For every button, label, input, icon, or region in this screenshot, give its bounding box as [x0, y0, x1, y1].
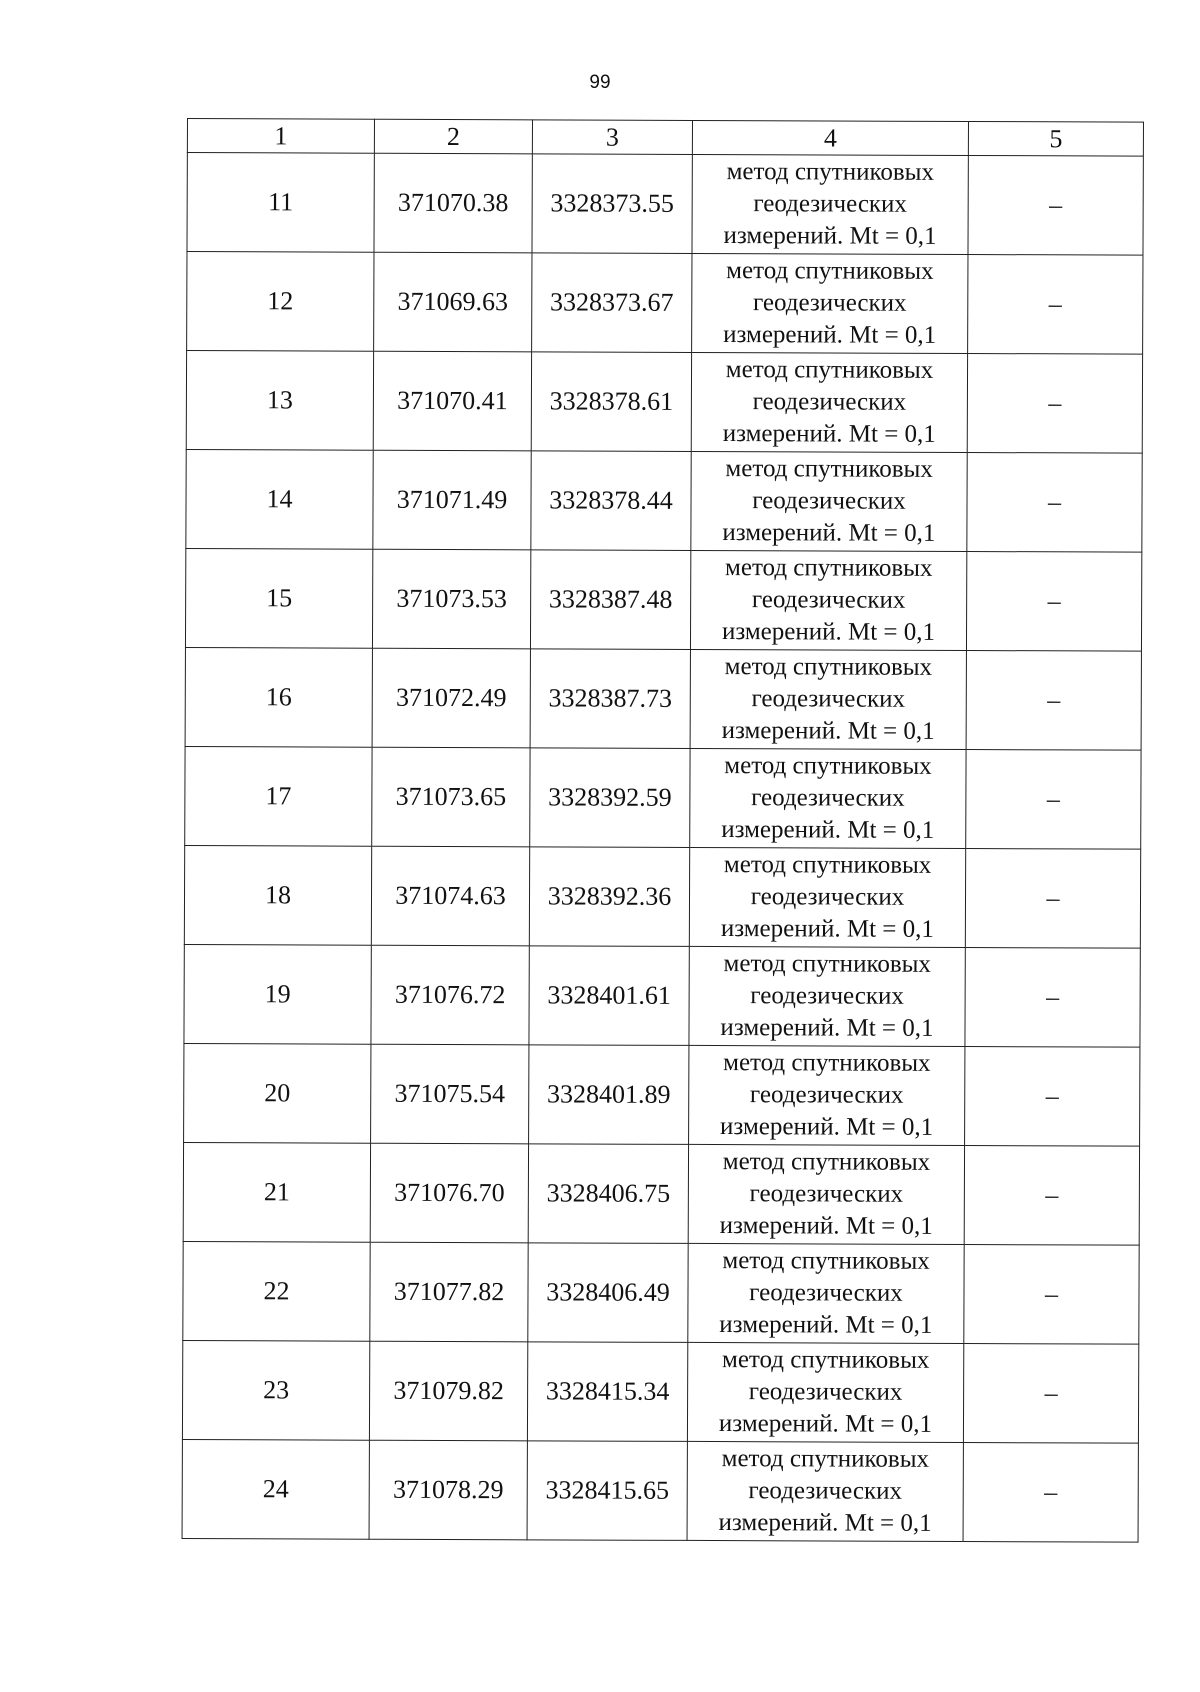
table-row [184, 845, 1140, 948]
method-cell [687, 1342, 963, 1442]
coord-x: 371074.63 [371, 846, 529, 946]
method-cell [688, 1243, 964, 1343]
table-row [186, 351, 1142, 454]
coord-x: 371070.38 [374, 153, 532, 253]
method-cell [690, 550, 966, 650]
method-line: метод спутниковых [723, 1049, 931, 1077]
table-row [186, 449, 1142, 552]
note-cell: – [966, 551, 1141, 651]
method-cell [691, 451, 967, 551]
table-row [184, 944, 1140, 1047]
table-body [182, 153, 1143, 1543]
note-cell: – [964, 1145, 1139, 1245]
point-number: 24 [182, 1439, 369, 1539]
method-line: геодезических [749, 1180, 904, 1208]
method-line: метод спутниковых [722, 1148, 931, 1176]
note-cell: – [967, 353, 1142, 453]
table-row [185, 647, 1141, 750]
method-line: метод спутниковых [724, 752, 932, 780]
note-cell: – [968, 254, 1143, 354]
point-number: 16 [185, 647, 372, 747]
point-number: 11 [187, 153, 374, 253]
coord-x: 371077.82 [370, 1242, 528, 1342]
note-cell: – [968, 156, 1143, 256]
point-number: 19 [184, 944, 371, 1044]
method-cell [691, 352, 967, 452]
method-line: геодезических [748, 1477, 903, 1505]
method-line: геодезических [753, 190, 908, 218]
method-line: геодезических [751, 586, 906, 614]
coordinates-table-container [182, 118, 1143, 1543]
method-line: метод спутниковых [726, 158, 935, 186]
header-col-5: 5 [968, 122, 1143, 157]
method-line: геодезических [750, 982, 904, 1010]
method-line: геодезических [751, 784, 905, 812]
method-line: метод спутниковых [723, 851, 932, 879]
coord-x: 371073.65 [372, 747, 530, 847]
method-line: метод спутниковых [725, 455, 933, 483]
method-line: геодезических [748, 1378, 903, 1406]
table-row [183, 1142, 1139, 1245]
method-line: геодезических [750, 883, 905, 911]
method-line: измерений. Mt = 0,1 [720, 1113, 934, 1141]
coord-y: 3328373.67 [532, 253, 692, 353]
method-line: метод спутниковых [722, 1247, 930, 1275]
point-number: 15 [185, 548, 372, 648]
method-line: метод спутниковых [725, 356, 934, 384]
method-cell [692, 154, 968, 254]
header-col-2: 2 [374, 119, 532, 154]
point-number: 21 [183, 1142, 370, 1242]
note-cell: – [964, 1244, 1139, 1344]
method-cell [689, 1045, 965, 1145]
method-line: метод спутниковых [726, 257, 934, 285]
method-line: измерений. Mt = 0,1 [718, 1509, 932, 1537]
header-col-4: 4 [692, 120, 968, 155]
coord-x: 371071.49 [373, 450, 531, 550]
method-line: измерений. Mt = 0,1 [721, 618, 936, 646]
method-line: измерений. Mt = 0,1 [722, 420, 936, 448]
point-number: 13 [186, 351, 373, 451]
point-number: 23 [182, 1340, 369, 1440]
note-cell: – [963, 1343, 1138, 1443]
method-line: измерений. Mt = 0,1 [720, 915, 934, 943]
coord-y: 3328378.61 [531, 352, 691, 452]
header-col-3: 3 [532, 120, 692, 155]
coord-x: 371076.70 [370, 1143, 528, 1243]
method-line: измерений. Mt = 0,1 [718, 1410, 933, 1438]
method-line: измерений. Mt = 0,1 [719, 1311, 933, 1339]
table-row [185, 746, 1141, 849]
method-cell [690, 748, 966, 848]
header-row [187, 119, 1143, 157]
method-line: геодезических [752, 487, 906, 515]
coord-y: 3328406.49 [528, 1243, 688, 1343]
coord-y: 3328387.73 [530, 649, 690, 749]
note-cell: – [966, 749, 1141, 849]
method-cell [687, 1441, 963, 1541]
coord-y: 3328401.61 [529, 946, 689, 1046]
method-line: геодезических [752, 388, 907, 416]
header-col-1: 1 [187, 119, 374, 154]
method-cell [690, 649, 966, 749]
table-row [185, 548, 1141, 651]
method-line: метод спутниковых [725, 554, 933, 582]
method-line: метод спутниковых [723, 950, 932, 978]
method-line: измерений. Mt = 0,1 [721, 717, 935, 745]
point-number: 12 [187, 252, 374, 352]
table-row [187, 252, 1143, 355]
method-cell [692, 253, 968, 353]
page-number: 99 [589, 72, 611, 93]
coord-x: 371076.72 [371, 945, 529, 1045]
coord-y: 3328392.59 [530, 748, 690, 848]
coord-y: 3328392.36 [529, 847, 689, 947]
note-cell: – [967, 452, 1142, 552]
point-number: 14 [186, 449, 373, 549]
method-line: измерений. Mt = 0,1 [720, 1014, 934, 1042]
coord-x: 371069.63 [374, 252, 532, 352]
coord-y: 3328415.65 [527, 1441, 687, 1541]
coord-y: 3328401.89 [529, 1045, 689, 1145]
method-cell [689, 847, 965, 947]
method-line: метод спутниковых [721, 1445, 930, 1473]
coordinates-table [182, 118, 1144, 1543]
method-line: геодезических [749, 1279, 903, 1307]
method-line: геодезических [751, 685, 906, 713]
table-row [182, 1340, 1138, 1443]
method-line: измерений. Mt = 0,1 [722, 519, 936, 547]
coord-y: 3328406.75 [528, 1144, 688, 1244]
coord-x: 371075.54 [371, 1044, 529, 1144]
note-cell: – [965, 947, 1140, 1047]
table-row [183, 1241, 1139, 1344]
coord-x: 371072.49 [372, 648, 530, 748]
coord-y: 3328387.48 [530, 550, 690, 650]
coord-y: 3328373.55 [532, 154, 692, 254]
method-line: метод спутниковых [721, 1346, 930, 1374]
method-line: измерений. Mt = 0,1 [719, 1212, 933, 1240]
method-line: измерений. Mt = 0,1 [723, 321, 937, 349]
method-line: метод спутниковых [724, 653, 933, 681]
point-number: 20 [184, 1043, 371, 1143]
table-row [182, 1439, 1138, 1542]
table-row [184, 1043, 1140, 1146]
table-row [187, 153, 1143, 256]
method-line: измерений. Mt = 0,1 [723, 222, 937, 250]
method-cell [689, 946, 965, 1046]
coord-x: 371078.29 [369, 1440, 527, 1540]
note-cell: – [966, 650, 1141, 750]
point-number: 17 [185, 746, 372, 846]
method-line: геодезических [749, 1081, 904, 1109]
coord-y: 3328415.34 [527, 1342, 687, 1442]
note-cell: – [963, 1442, 1138, 1542]
coord-x: 371070.41 [373, 351, 531, 451]
note-cell: – [965, 848, 1140, 948]
method-line: измерений. Mt = 0,1 [721, 816, 935, 844]
coord-x: 371073.53 [372, 549, 530, 649]
note-cell: – [965, 1046, 1140, 1146]
coord-x: 371079.82 [369, 1341, 527, 1441]
method-line: геодезических [752, 289, 907, 317]
point-number: 22 [183, 1241, 370, 1341]
coord-y: 3328378.44 [531, 451, 691, 551]
method-cell [688, 1144, 964, 1244]
point-number: 18 [184, 845, 371, 945]
